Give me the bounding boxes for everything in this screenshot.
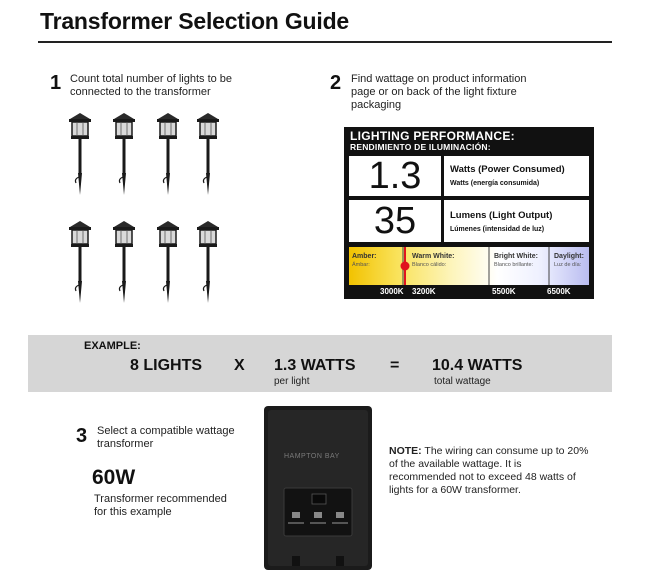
path-light-icons [66, 113, 236, 313]
example-watts: 1.3 WATTS [274, 357, 356, 374]
spectrum-amber-sub: Ámbar: [352, 262, 370, 268]
spectrum-bright-label: Bright White: [494, 253, 538, 260]
example-watts-sub: per light [274, 376, 310, 387]
step-3-text: Select a compatible wattage transformer [97, 425, 235, 450]
example-times: X [234, 357, 245, 374]
spectrum-warm-label: Warm White: [412, 253, 455, 260]
recommended-wattage: 60W [92, 466, 136, 489]
kelvin-6500: 6500K [547, 287, 571, 296]
recommendation-text: Transformer recommended for this example [94, 493, 227, 518]
spectrum-daylight-label: Daylight: [554, 253, 584, 260]
spectrum-warm-sub: Blanco cálido: [412, 262, 447, 268]
step-2-text: Find wattage on product information page or on back of the light fixture packaging [351, 73, 527, 111]
note-text: The wiring can consume up to 20% of the available wattage. It is recommended not to exceed 48 watts of lights for a 60W transformer. [389, 445, 589, 496]
lumens-cell [444, 200, 589, 242]
spectrum-bright-sub: Blanco brillante: [494, 262, 534, 268]
spectrum-daylight-sub: Luz de día: [554, 262, 582, 268]
example-total: 10.4 WATTS [432, 357, 523, 374]
performance-heading-es: RENDIMIENTO DE ILUMINACIÓN: [350, 142, 491, 152]
performance-heading: LIGHTING PERFORMANCE: [350, 129, 515, 143]
example-equals: = [390, 357, 400, 374]
lumens-value: 35 [349, 200, 441, 242]
step-1-number: 1 [50, 72, 62, 94]
color-temperature-spectrum [349, 247, 589, 285]
step-2-number: 2 [330, 72, 342, 94]
example-band [28, 335, 612, 392]
transformer-icon [262, 406, 374, 570]
spectrum-amber-label: Amber: [352, 253, 377, 260]
example-lights: 8 LIGHTS [130, 357, 203, 374]
transformer-image [262, 406, 374, 570]
lights-illustration [66, 113, 236, 313]
lumens-label: Lumens (Light Output) [450, 210, 553, 221]
watts-cell [444, 156, 589, 196]
kelvin-3000: 3000K [380, 287, 404, 296]
step-1-text: Count total number of lights to be connected to the transformer [70, 73, 233, 98]
page-title: Transformer Selection Guide [40, 8, 350, 34]
spectrum-marker [349, 247, 589, 285]
current-temperature-dot [401, 262, 410, 271]
watts-label-es: Watts (energía consumida) [450, 180, 540, 187]
kelvin-5500: 5500K [492, 287, 516, 296]
kelvin-3200: 3200K [412, 287, 436, 296]
title-divider [38, 41, 612, 43]
wiring-note [389, 445, 589, 497]
step-3-number: 3 [76, 425, 88, 447]
note-label: NOTE: [389, 445, 422, 457]
watts-label: Watts (Power Consumed) [450, 164, 565, 175]
watts-value: 1.3 [349, 156, 441, 196]
example-total-sub: total wattage [434, 376, 491, 387]
lighting-performance-label [344, 127, 594, 299]
example-label: EXAMPLE: [84, 340, 141, 352]
lumens-label-es: Lúmenes (intensidad de luz) [450, 226, 545, 233]
transformer-brand: HAMPTON BAY [284, 453, 340, 460]
